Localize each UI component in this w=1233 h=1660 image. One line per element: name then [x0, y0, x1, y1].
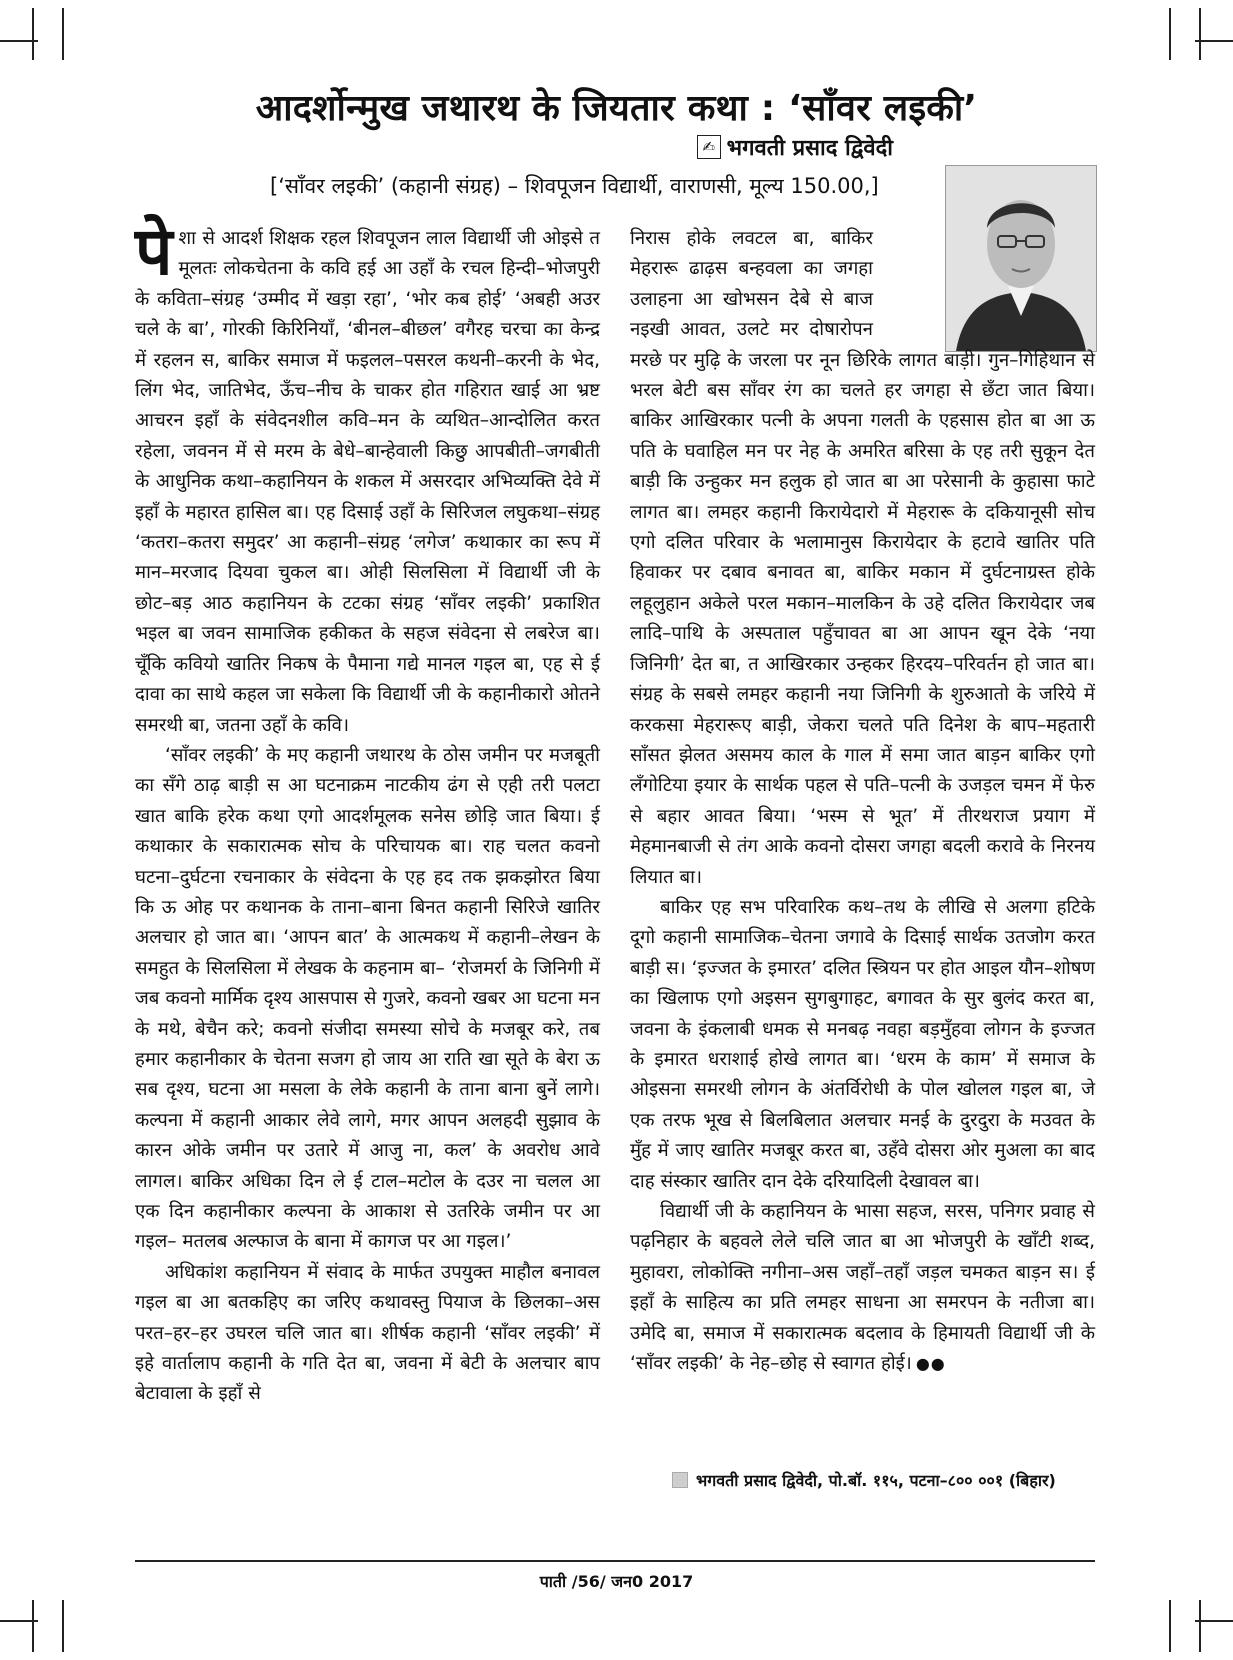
pen-icon: ✍: [697, 135, 721, 159]
crop-mark: [1195, 40, 1233, 42]
crop-mark: [0, 40, 38, 42]
crop-mark: [1199, 8, 1201, 60]
crop-mark: [62, 8, 64, 60]
author-byline: [697, 132, 893, 162]
crop-mark: [0, 1620, 38, 1622]
end-mark: ●●: [915, 1354, 946, 1374]
crop-mark: [1195, 1620, 1233, 1622]
square-bullet-icon: [672, 1472, 688, 1488]
paragraph: निरास होके लवटल बा, बाकिर मेहरारू ढाढ़स बन्हवला का जगहा उलाहना आ खोभसन देबे से बाज नइखी आवत, उलटे मर दोषारोपन मरछे पर मुढ़ि के जरला पर नून छिरिके लागत बाड़ी। गुन–गिहिथान से भरल बेटी बस साँवर रंग का चलते हर जगहा से छँटा जात बिया। बाकिर आखिरकार पत्नी के अपना गलती के एहसास होत बा आ ऊ पति के घवाहिल मन पर नेह के अमरित बरिसा के एह तरी सुकून देत बाड़ी कि उन्हुकर मन हलुक हो जात बा आ परेसानी के कुहासा फाटे लागत बा। लमहर कहानी किरायेदारो में मेहरारू के दकियानूसी सोच एगो दलित परिवार के भलामानुस किरायेदार के हटावे खातिर पति हिवाकर पर दबाव बनावत बा, बाकिर मकान में दुर्घटनाग्रस्त होके लहूलुहान अकेले परल मकान–मालकिन के उहे दलित किरायेदार जब लादि–पाथि के अस्पताल पहुँचावत बा आ आपन खून देके ‘नया जिनिगी’ देत बा, त आखिरकार उन्हकर हिरदय–परिवर्तन हो जात बा। संग्रह के सबसे लमहर कहानी नया जिनिगी के शुरुआतो के जरिये में करकसा मेहरारूए बाड़ी, जेकरा चलते पति दिनेश के बाप–महतारी साँसत झेलत असमय काल के गाल में समा जात बाड़न बाकिर एगो लँगोटिया इयार के सार्थक पहल से पति–पत्नी के उजड़ल चमन में फेरु से बहार आवत बिया। ‘भस्म से भूत’ में तीरथराज प्रयाग में मेहमानबाजी से तंग आके कवनो दोसरा जगहा बदली करावे के निरनय लियात बा।: [630, 228, 1096, 888]
address-text: भगवती प्रसाद द्विवेदी, पो.बॉ. ११५, पटना–८०० ००१ (बिहार): [696, 1471, 1056, 1490]
crop-mark: [1169, 1600, 1171, 1652]
crop-mark: [32, 1600, 34, 1652]
paragraph: ‘साँवर लइकी’ के मए कहानी जथारथ के ठोस जमीन पर मजबूती का सँगे ठाढ़ बाड़ी स आ घटनाक्रम नाटकीय ढंग से एही तरी पलटा खात बाकि हरेक कथा एगो आदर्शमूलक सनेस छोड़ि जात बिया। ई कथाकार के सकारात्मक सोच के परिचायक बा। राह चलत कवनो घटना–दुर्घटना रचनाकार के संवेदना के एह हद तक झकझोरत बिया कि ऊ ओह पर कथानक के ताना–बाना बिनत कहानी सिरिजे खातिर अलचार हो जात बा। ‘आपन बात’ के आत्मकथ में कहानी–लेखन के समहुत के सिलसिला में लेखक के कहनाम बा– ‘रोजमर्रा के जिनिगी में जब कवनो मार्मिक दृश्य आसपास से गुजरे, कवनो खबर आ घटना मन के मथे, बेचैन करे; कवनो संजीदा समस्या सोचे के मजबूर करे, तब हमार कहानीकार के चेतना सजग हो जाय आ राति खा सूते के बेरा ऊ सब दृश्य, घटना आ मसला के लेके कहानी के ताना बाना बुनें लागे। कल्पना में कहानी आकार लेवे लागे, मगर आपन अलहदी सुझाव के कारन ओके जमीन पर उतारे में आजु ना, कल’ के अवरोध आवे लागल। बाकिर अधिका दिन ले ई टाल–मटोल के दउर ना चलल आ एक दिन कहानीकार कल्पना के आकाश से उतरिके जमीन पर आ गइल– मतलब अल्फाज के बाना में कागज पर आ गइल।’: [135, 744, 601, 1253]
paragraph: अधिकांश कहानियन में संवाद के मार्फत उपयुक्त माहौल बनावल गइल बा आ बतकहिए का जरिए कथावस्तु पियाज के छिलका–अस परत–हर–हर उघरल चलि जात बा। शीर्षक कहानी ‘साँवर लइकी’ में इहे वार्तालाप कहानी के गति देत बा, जवना में बेटी के अलचार बाप बेटावाला के इहाँ से: [135, 1261, 600, 1405]
article-column-left: [135, 213, 601, 1410]
paragraph-text: विद्यार्थी जी के कहानियन के भासा सहज, सरस, पनिगर प्रवाह से पढ़निहार के बहवले लेले चलि जात बा आ भोजपुरी के खाँटी शब्द, मुहावरा, लोकोक्ति नगीना–अस जहाँ–तहाँ जड़ल चमकत बाड़न स। ई इहाँ के साहित्य का प्रति लमहर साधना आ समरपन के नतीजा बा। उमेदि बा, समाज में सकारात्मक बदलाव के हिमायती विद्यार्थी जी के ‘साँवर लइकी’ के नेह–छोह से स्वागत होई।: [630, 1201, 1095, 1375]
page-footer: पाती /56/ जन0 2017: [539, 1572, 694, 1591]
crop-mark: [1169, 8, 1171, 60]
drop-cap: पे: [135, 213, 173, 290]
article-column-right: [630, 224, 1095, 1379]
crop-mark: [1199, 1600, 1201, 1652]
book-info: [‘साँवर लइकी’ (कहानी संग्रह) – शिवपूजन विद्यार्थी, वाराणसी, मूल्य 150.00,]: [270, 174, 879, 198]
author-name: भगवती प्रसाद द्विवेदी: [726, 136, 893, 161]
paragraph-closing: [630, 1197, 1095, 1379]
author-address: [672, 1469, 1056, 1491]
paragraph-intro: [135, 213, 600, 741]
crop-mark: [32, 8, 34, 60]
crop-mark: [62, 1600, 64, 1652]
article-title: आदर्शोन्मुख जथारथ के जियतार कथा : ‘साँवर लइकी’: [255, 88, 978, 129]
footer-rule: [135, 1560, 1095, 1562]
paragraph: बाकिर एह सभ परिवारिक कथ–तथ के लीखि से अलगा हटिके दूगो कहानी सामाजिक–चेतना जगावे के दिसाई सार्थक उतजोग करत बाड़ी स। ‘इज्जत के इमारत’ दलित स्त्रियन पर होत आइल यौन–शोषण का खिलाफ एगो अइसन सुगबुगाहट, बगावत के सुर बुलंद करत बा, जवना के इंकलाबी धमक से मनबढ़ नवहा बड़मुँहवा लोगन के इज्जत के इमारत धराशाई होखे लागत बा। ‘धरम के काम’ में समाज के ओइसना समरथी लोगन के अंतर्विरोधी के पोल खोलल गइल बा, जे एक तरफ भूख से बिलबिलात अलचार मनई के दुरदुरा के मउवत के मुँह में जाए खातिर मजबूर करत बा, उहँवे दोसरा ओर मुअला का बाद दाह संस्कार खातिर दान देके दरियादिली देखावल बा।: [630, 896, 1095, 1192]
paragraph-text: शा से आदर्श शिक्षक रहल शिवपूजन लाल विद्यार्थी जी ओइसे त मूलतः लोकचेतना के कवि हई आ उहाँ के रचल हिन्दी–भोजपुरी के कविता–संग्रह ‘उम्मीद में खड़ा रहा’, ‘भोर कब होई’ ‘अबही अउर चले के बा’, गोरकी किरिनियाँ, ‘बीनल–बीछल’ वगैरह चरचा का केन्द्र में रहलन स, बाकिर समाज में फइलल–पसरल कथनी–करनी के भेद, लिंग भेद, जातिभेद, ऊँच–नीच के चाकर होत गहिरात खाई आ भ्रष्ट आचरन इहाँ के संवेदनशील कवि–मन के व्यथित–आन्दोलित करत रहेला, जवनन में से मरम के बेधे–बान्हेवाली किछु आपबीती–जगबीती के आधुनिक कथा–कहानियन के शकल में असरदार अभिव्यक्ति देवे में इहाँ के महारत हासिल बा। एह दिसाई उहाँ के सिरिजल लघुकथा–संग्रह ‘कतरा–कतरा समुदर’ आ कहानी–संग्रह ‘लगेज’ कथाकार का रूप में मान–मरजाद दियवा चुकल बा। ओही सिलसिला में विद्यार्थी जी के छोट–बड़ आठ कहानियन के टटका संग्रह ‘साँवर लइकी’ प्रकाशित भइल बा जवन सामाजिक हकीकत के सहज संवेदना से लबरेज बा। चूँकि कवियो खातिर निकष के पैमाना गद्ये मानल गइल बा, एह से ई दावा का साथे कहल जा सकेला कि विद्यार्थी जी के कहानीकारो ओतने समरथी बा, जतना उहाँ के कवि।: [135, 228, 600, 736]
